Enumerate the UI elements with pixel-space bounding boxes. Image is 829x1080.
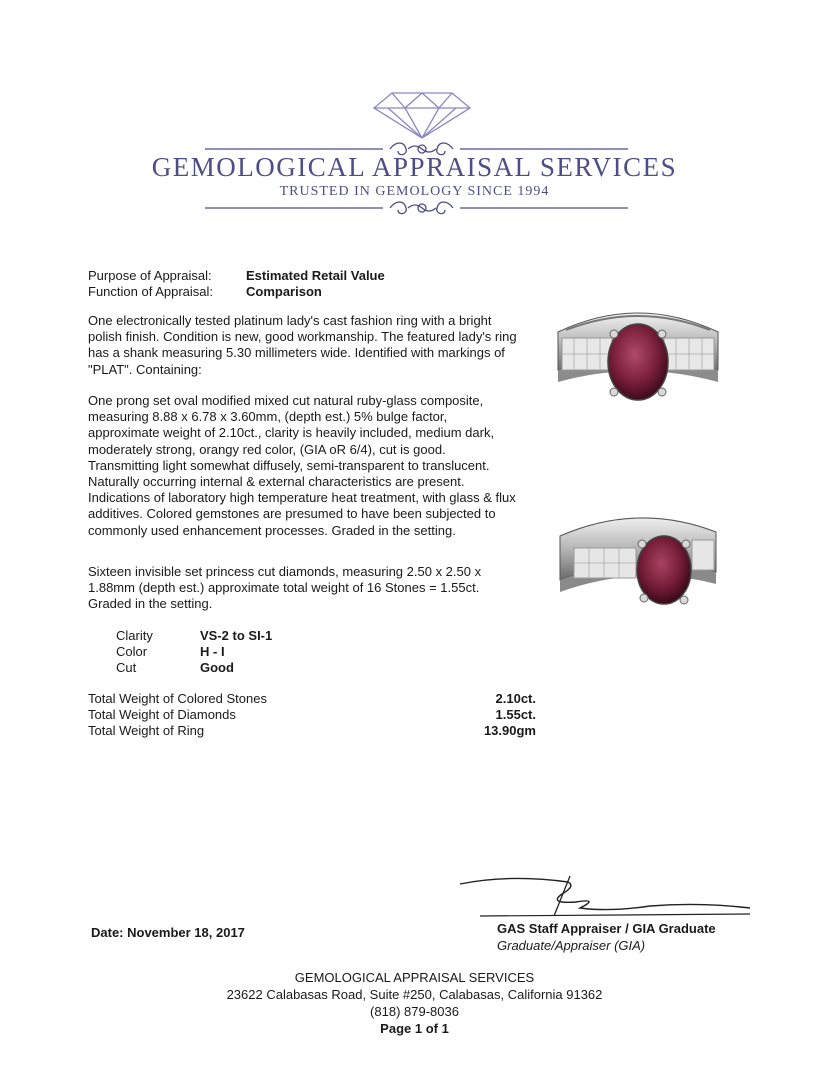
footer-address: 23622 Calabasas Road, Suite #250, Calabasas, California 91362 — [226, 987, 603, 1002]
color-value: H - I — [200, 644, 225, 659]
color-label: Color — [116, 644, 148, 659]
purpose-label: Purpose of Appraisal: — [88, 268, 212, 283]
page-number: Page 1 of 1 — [380, 1021, 449, 1036]
appraiser-signature — [450, 872, 770, 922]
description-diamonds: Sixteen invisible set princess cut diamonds, measuring 2.50 x 2.50 x 1.88mm (depth est.) approximate total weight of 16 Stones = 1.55ct. Graded in the setting. — [88, 564, 482, 612]
total-diamonds-value: 1.55ct. — [495, 707, 536, 722]
footer-company: GEMOLOGICAL APPRAISAL SERVICES — [294, 970, 535, 985]
flourish-bottom — [205, 202, 628, 214]
description-ruby: One prong set oval modified mixed cut natural ruby-glass composite, measuring 8.88 x 6.78 x 3.60mm, (depth est.) 5% bulge factor, approximate weight of 2.10ct., clarity is heavily included, medium dark, moderately strong, orangy red color, (GIA oR 6/4), cut is good. Transmitting light somewhat diffusely, semi-transparent to translucent. Naturally occurring internal & external characteristics are present. Indications of laboratory high temperature heat treatment, with glass & flux additives. Colored gemstones are presumed to have been subjected to commonly used enhancement processes. Graded in the setting. — [88, 393, 516, 538]
appraiser-title: GAS Staff Appraiser / GIA Graduate — [497, 921, 716, 936]
total-diamonds-label: Total Weight of Diamonds — [88, 707, 236, 722]
total-ring-value: 13.90gm — [483, 723, 536, 738]
description-ring: One electronically tested platinum lady's cast fashion ring with a bright polish finish. Condition is new, good workmanship. The featured lady's ring has a shank measuring 5.30 millimeters wide. Identified with markings of "PLAT". Containing: — [88, 313, 517, 377]
cut-label: Cut — [116, 660, 137, 675]
total-colored-value: 2.10ct. — [495, 691, 536, 706]
function-value: Comparison — [246, 284, 322, 299]
purpose-value: Estimated Retail Value — [246, 268, 385, 283]
diamond-icon — [374, 93, 470, 138]
ring-photo-front — [552, 300, 724, 418]
appraisal-date: Date: November 18, 2017 — [91, 925, 245, 940]
clarity-value: VS-2 to SI-1 — [200, 628, 273, 643]
function-label: Function of Appraisal: — [88, 284, 214, 299]
clarity-label: Clarity — [116, 628, 153, 643]
cut-value: Good — [200, 660, 234, 675]
appraiser-subtitle: Graduate/Appraiser (GIA) — [497, 938, 646, 953]
total-ring-label: Total Weight of Ring — [88, 723, 205, 738]
total-colored-label: Total Weight of Colored Stones — [88, 691, 267, 706]
company-tagline: TRUSTED IN GEMOLOGY SINCE 1994 — [279, 184, 550, 199]
footer-phone: (818) 879-8036 — [370, 1004, 459, 1019]
ring-photo-angle — [556, 506, 720, 616]
company-name: GEMOLOGICAL APPRAISAL SERVICES — [151, 152, 678, 182]
